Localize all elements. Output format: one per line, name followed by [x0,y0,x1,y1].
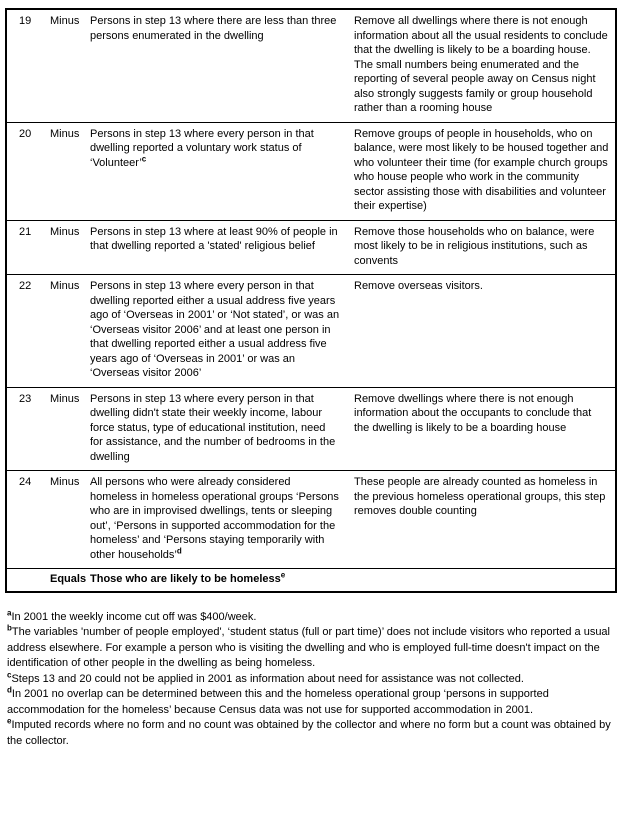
description-cell [90,475,354,562]
description-cell [90,225,354,269]
footnote-marker: e [7,716,12,726]
footnote-e [7,718,617,749]
footnote-marker: d [7,685,12,695]
operator-cell: Minus [50,476,80,488]
step-number-cell: 21 [19,225,32,238]
explanation-cell: Remove overseas visitors. [354,280,483,292]
operator-cell: Equals [50,573,87,585]
footnote-b [7,625,617,672]
step-number-cell: 19 [19,15,32,27]
description-cell [90,14,354,116]
table-row-step-20 [7,123,615,221]
footnote-ref: d [176,545,182,555]
description-text: Persons in step 13 where every person in that dwelling reported either a usual address five years ago of ‘Overseas in 2001’ or ‘Not stated’, or was an ‘Overseas visitor 2006’ and at least one person in that dwelling reported either a usual address five years ago of ‘Overseas in 2001’ or was an ‘Overseas visitor 2006’ [90,280,340,379]
operator-cell: Minus [50,280,80,292]
step-number-cell: 23 [19,392,32,405]
step-number-cell: 24 [19,476,32,488]
explanation-cell: Remove those households who on balance, were most likely to be in religious institutions, such as convents [354,225,595,267]
footnote-text: In 2001 the weekly income cut off was $400/week. [11,610,257,623]
step-number-cell: 22 [19,280,32,292]
footnote-c [7,669,617,688]
footnote-marker: c [7,669,12,679]
description-text: All persons who were already considered homeless in homeless operational groups ‘Persons who are in improvised dwellings, tents or sleeping out’, ‘Persons in supported accommodation for the homeless’ and ‘Persons staying temporarily with other households’ [90,476,339,561]
footnote-marker: b [7,623,12,633]
footnotes-section [7,607,617,750]
table-row-step-19 [7,10,615,123]
footnote-text: In 2001 no overlap can be determined between this and the homeless operational group ‘persons in supported accommodation for the homeless’ because Census data was not use for supported accommodation in 2001. [7,688,549,716]
operator-cell: Minus [50,392,80,405]
result-cell [90,572,615,587]
table-row-step-21 [7,221,615,276]
footnote-text: Steps 13 and 20 could not be applied in 2001 as information about need for assistance was not collected. [11,672,524,685]
footnote-text: The variables 'number of people employed', ‘student status (full or part time)’ does not include visitors who reported a usual address elsewhere. For example a person who is visiting the dwelling and who is employed full-time doesn't impact on the identification of other people in the dwelling as being homeless. [7,626,610,669]
operator-cell: Minus [50,225,80,238]
explanation-cell: These people are already counted as homeless in the previous homeless operational groups, this step removes double counting [354,476,606,517]
step-number-cell: 20 [19,127,32,140]
explanation-cell: Remove dwellings where there is not enough information about the occupants to conclude that the dwelling is likely to be a boarding house [354,392,592,434]
description-text: Persons in step 13 where every person in that dwelling didn't state their weekly income, labour force status, type of educational institution, need for assistance, and the number of bedrooms in the dwelling [90,392,336,463]
footnote-a [7,607,617,626]
description-text: Persons in step 13 where at least 90% of people in that dwelling reported a 'stated' religious belief [90,225,338,252]
footnote-text: Imputed records where no form and no count was obtained by the collector and where no form but a count was obtained by the collector. [7,719,611,747]
explanation-cell: Remove groups of people in households, who on balance, were most likely to be housed together and who volunteer their time (for example church groups who house people who work in the community sector assisting those with disabilities and volunteer their expertise) [354,127,609,212]
description-text: Persons in step 13 where every person in that dwelling reported a voluntary work status of ‘Volunteer’ [90,127,314,169]
step-number-cell [7,572,50,587]
result-text: Those who are likely to be homeless [90,573,281,585]
description-cell [90,279,354,381]
description-cell [90,127,354,214]
operator-cell: Minus [50,127,80,140]
description-text: Persons in step 13 where there are less than three persons enumerated in the dwelling [90,15,337,42]
footnote-d [7,687,617,718]
homeless-estimation-steps-table [5,8,617,593]
footnote-ref: e [280,570,286,580]
table-row-step-23 [7,388,615,472]
operator-cell: Minus [50,15,80,27]
table-row-step-22 [7,275,615,388]
explanation-cell: Remove all dwellings where there is not enough information about all the usual residents to conclude that the dwelling is likely to be a boarding house. The small numbers being enumerated and the reporting of several people away on Census night also strongly suggests family or group household rather than a rooming house [354,15,608,114]
table-row-step-24 [7,471,615,569]
description-cell [90,392,354,465]
footnote-marker: a [7,607,12,617]
footnote-ref: c [141,153,147,163]
table-row-equals [7,569,615,591]
